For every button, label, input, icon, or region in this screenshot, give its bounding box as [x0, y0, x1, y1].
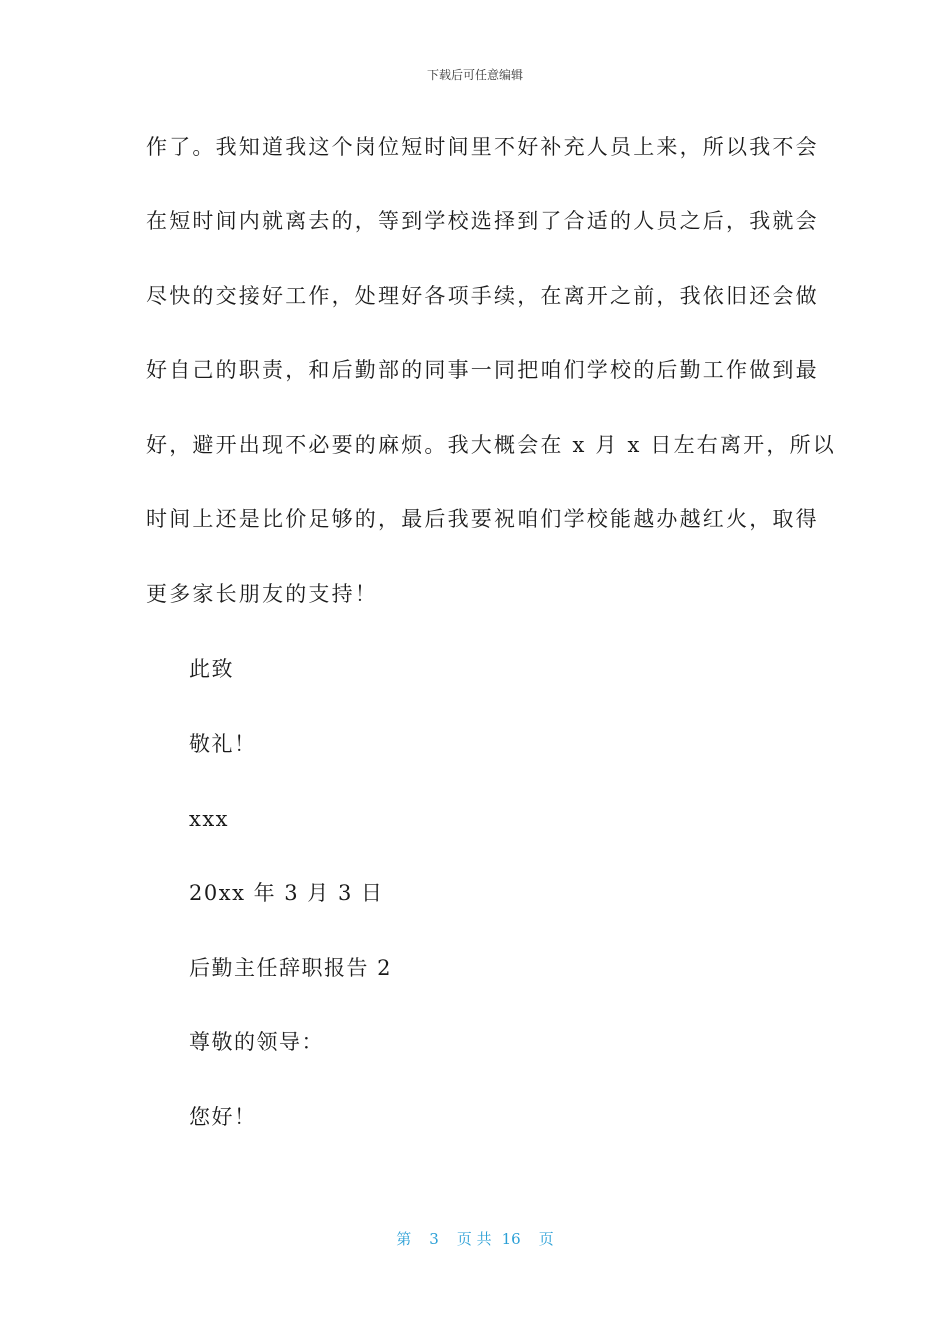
- addressee: 尊敬的领导：: [189, 1030, 324, 1054]
- page-mid: 页 共: [456, 1230, 492, 1248]
- page-total: 16: [501, 1230, 521, 1248]
- page-suffix: 页: [538, 1230, 554, 1248]
- page-current: 3: [429, 1230, 439, 1248]
- paragraph-line: 好自己的职责，和后勤部的同事一同把咱们学校的后勤工作做到最: [146, 358, 819, 382]
- date: 20xx 年 3 月 3 日: [189, 881, 384, 905]
- page-number: [0, 1228, 950, 1249]
- report-title: 后勤主任辞职报告 2: [189, 956, 393, 980]
- greeting: 您好！: [189, 1105, 257, 1129]
- salutation: 此致: [189, 657, 234, 681]
- signature: xxx: [189, 807, 230, 831]
- page-prefix: 第: [396, 1230, 412, 1248]
- paragraph-line: 尽快的交接好工作，处理好各项手续，在离开之前，我依旧还会做: [146, 284, 819, 308]
- paragraph-line: 更多家长朋友的支持！: [146, 582, 378, 606]
- paragraph-line: 好，避开出现不必要的麻烦。我大概会在 x 月 x 日左右离开，所以: [146, 433, 836, 457]
- paragraph-line: 时间上还是比价足够的，最后我要祝咱们学校能越办越红火，取得: [146, 507, 819, 531]
- paragraph-line: 作了。我知道我这个岗位短时间里不好补充人员上来，所以我不会: [146, 135, 819, 159]
- download-note: 下载后可任意编辑: [426, 68, 523, 82]
- paragraph-line: 在短时间内就离去的，等到学校选择到了合适的人员之后，我就会: [146, 209, 819, 233]
- regards: 敬礼！: [189, 732, 257, 756]
